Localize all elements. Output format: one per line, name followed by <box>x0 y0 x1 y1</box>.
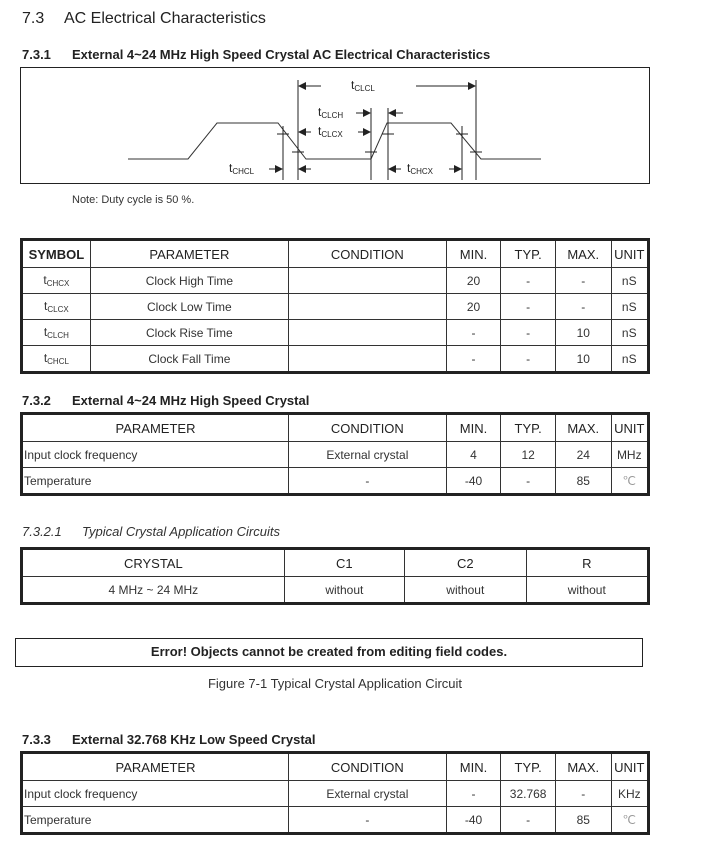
subsection-number: 7.3.2 <box>22 393 51 408</box>
subsection-number: 7.3.1 <box>22 47 51 62</box>
low-speed-crystal-table <box>20 751 650 835</box>
table-header-row <box>22 753 649 781</box>
label-tclcx: $t_{CLCX}$ <box>318 124 343 139</box>
table-header-row <box>22 414 649 442</box>
table-row <box>22 294 649 320</box>
typ-cell: 12 <box>501 442 556 468</box>
min-cell: - <box>446 320 501 346</box>
subsection-number: 7.3.3 <box>22 732 51 747</box>
typ-cell: - <box>501 294 556 320</box>
header-crystal: CRYSTAL <box>22 549 285 577</box>
table-row <box>22 468 649 495</box>
figure-caption: Figure 7-1 Typical Crystal Application Circuit <box>207 676 463 691</box>
unit-cell: ℃ <box>611 807 648 834</box>
ac-characteristics-table <box>20 238 650 374</box>
subsection-title: External 4~24 MHz High Speed Crystal AC Electrical Characteristics <box>72 47 491 62</box>
max-cell: - <box>555 268 611 294</box>
high-speed-crystal-table <box>20 412 650 496</box>
table-header-row <box>22 549 649 577</box>
section-title: AC Electrical Characteristics <box>64 10 266 27</box>
condition-cell: External crystal <box>288 442 446 468</box>
table-row <box>22 781 649 807</box>
min-cell: - <box>446 781 501 807</box>
table-row <box>22 346 649 373</box>
label-tclch: $t_{CLCH}$ <box>318 105 344 120</box>
symbol-cell: $t_{CHCL}$ <box>22 346 91 373</box>
header-parameter: PARAMETER <box>90 240 288 268</box>
max-cell: 85 <box>555 468 611 495</box>
c2-cell: without <box>405 577 526 604</box>
parameter-cell: Temperature <box>22 468 289 495</box>
timing-diagram <box>20 67 650 184</box>
subsection-title: External 4~24 MHz High Speed Crystal <box>72 393 310 408</box>
header-typ: TYP. <box>501 414 556 442</box>
header-condition: CONDITION <box>288 414 446 442</box>
table-header-row <box>22 240 649 268</box>
header-max: MAX. <box>555 414 611 442</box>
header-min: MIN. <box>446 753 501 781</box>
min-cell: -40 <box>446 807 501 834</box>
section-number: 7.3 <box>22 10 45 27</box>
label-tclcl: $t_{CLCL}$ <box>351 78 375 93</box>
subsection-number: 7.3.2.1 <box>22 524 62 539</box>
max-cell: 10 <box>555 346 611 373</box>
duty-cycle-note: Note: Duty cycle is 50 %. <box>72 194 195 206</box>
max-cell: - <box>555 294 611 320</box>
table-row <box>22 268 649 294</box>
header-max: MAX. <box>555 240 611 268</box>
header-condition: CONDITION <box>288 240 446 268</box>
header-parameter: PARAMETER <box>22 753 289 781</box>
header-unit: UNIT <box>611 753 648 781</box>
header-unit: UNIT <box>611 240 648 268</box>
subsubsection-heading-7321 <box>22 524 280 539</box>
symbol-cell: $t_{CLCX}$ <box>22 294 91 320</box>
condition-cell <box>288 320 446 346</box>
unit-cell: nS <box>611 320 648 346</box>
min-cell: -40 <box>446 468 501 495</box>
symbol-cell: $t_{CHCX}$ <box>22 268 91 294</box>
condition-cell: - <box>288 468 446 495</box>
typ-cell: 32.768 <box>501 781 556 807</box>
parameter-cell: Clock Low Time <box>90 294 288 320</box>
header-typ: TYP. <box>501 753 556 781</box>
field-code-error-box: Error! Objects cannot be created from editing field codes. <box>15 638 643 667</box>
parameter-cell: Temperature <box>22 807 289 834</box>
min-cell: 20 <box>446 268 501 294</box>
label-tchcl: $t_{CHCL}$ <box>229 161 255 176</box>
subsection-heading-732 <box>22 393 309 408</box>
unit-cell: nS <box>611 268 648 294</box>
condition-cell <box>288 346 446 373</box>
min-cell: 20 <box>446 294 501 320</box>
max-cell: - <box>555 781 611 807</box>
typ-cell: - <box>501 346 556 373</box>
subsection-title: Typical Crystal Application Circuits <box>82 524 280 539</box>
min-cell: - <box>446 346 501 373</box>
crystal-circuit-table <box>20 547 650 605</box>
header-condition: CONDITION <box>288 753 446 781</box>
label-tchcx: $t_{CHCX}$ <box>407 161 434 176</box>
max-cell: 10 <box>555 320 611 346</box>
subsection-heading-731 <box>22 47 490 62</box>
header-unit: UNIT <box>611 414 648 442</box>
table-row <box>22 577 649 604</box>
c1-cell: without <box>284 577 404 604</box>
max-cell: 24 <box>555 442 611 468</box>
typ-cell: - <box>501 320 556 346</box>
header-typ: TYP. <box>501 240 556 268</box>
condition-cell: - <box>288 807 446 834</box>
parameter-cell: Clock Rise Time <box>90 320 288 346</box>
condition-cell: External crystal <box>288 781 446 807</box>
unit-cell: KHz <box>611 781 648 807</box>
symbol-cell: $t_{CLCH}$ <box>22 320 91 346</box>
header-max: MAX. <box>555 753 611 781</box>
max-cell: 85 <box>555 807 611 834</box>
table-row <box>22 442 649 468</box>
r-cell: without <box>526 577 648 604</box>
section-heading <box>22 10 266 28</box>
parameter-cell: Clock High Time <box>90 268 288 294</box>
unit-cell: nS <box>611 346 648 373</box>
unit-cell: ℃ <box>611 468 648 495</box>
parameter-cell: Clock Fall Time <box>90 346 288 373</box>
unit-cell: MHz <box>611 442 648 468</box>
header-c1: C1 <box>284 549 404 577</box>
typ-cell: - <box>501 468 556 495</box>
parameter-cell: Input clock frequency <box>22 781 289 807</box>
condition-cell <box>288 294 446 320</box>
header-symbol: SYMBOL <box>22 240 91 268</box>
table-row <box>22 807 649 834</box>
header-r: R <box>526 549 648 577</box>
typ-cell: - <box>501 268 556 294</box>
subsection-heading-733 <box>22 732 315 747</box>
header-min: MIN. <box>446 240 501 268</box>
min-cell: 4 <box>446 442 501 468</box>
typ-cell: - <box>501 807 556 834</box>
unit-cell: nS <box>611 294 648 320</box>
header-parameter: PARAMETER <box>22 414 289 442</box>
header-c2: C2 <box>405 549 526 577</box>
parameter-cell: Input clock frequency <box>22 442 289 468</box>
table-row <box>22 320 649 346</box>
condition-cell <box>288 268 446 294</box>
crystal-cell: 4 MHz ~ 24 MHz <box>22 577 285 604</box>
subsection-title: External 32.768 KHz Low Speed Crystal <box>72 732 316 747</box>
header-min: MIN. <box>446 414 501 442</box>
